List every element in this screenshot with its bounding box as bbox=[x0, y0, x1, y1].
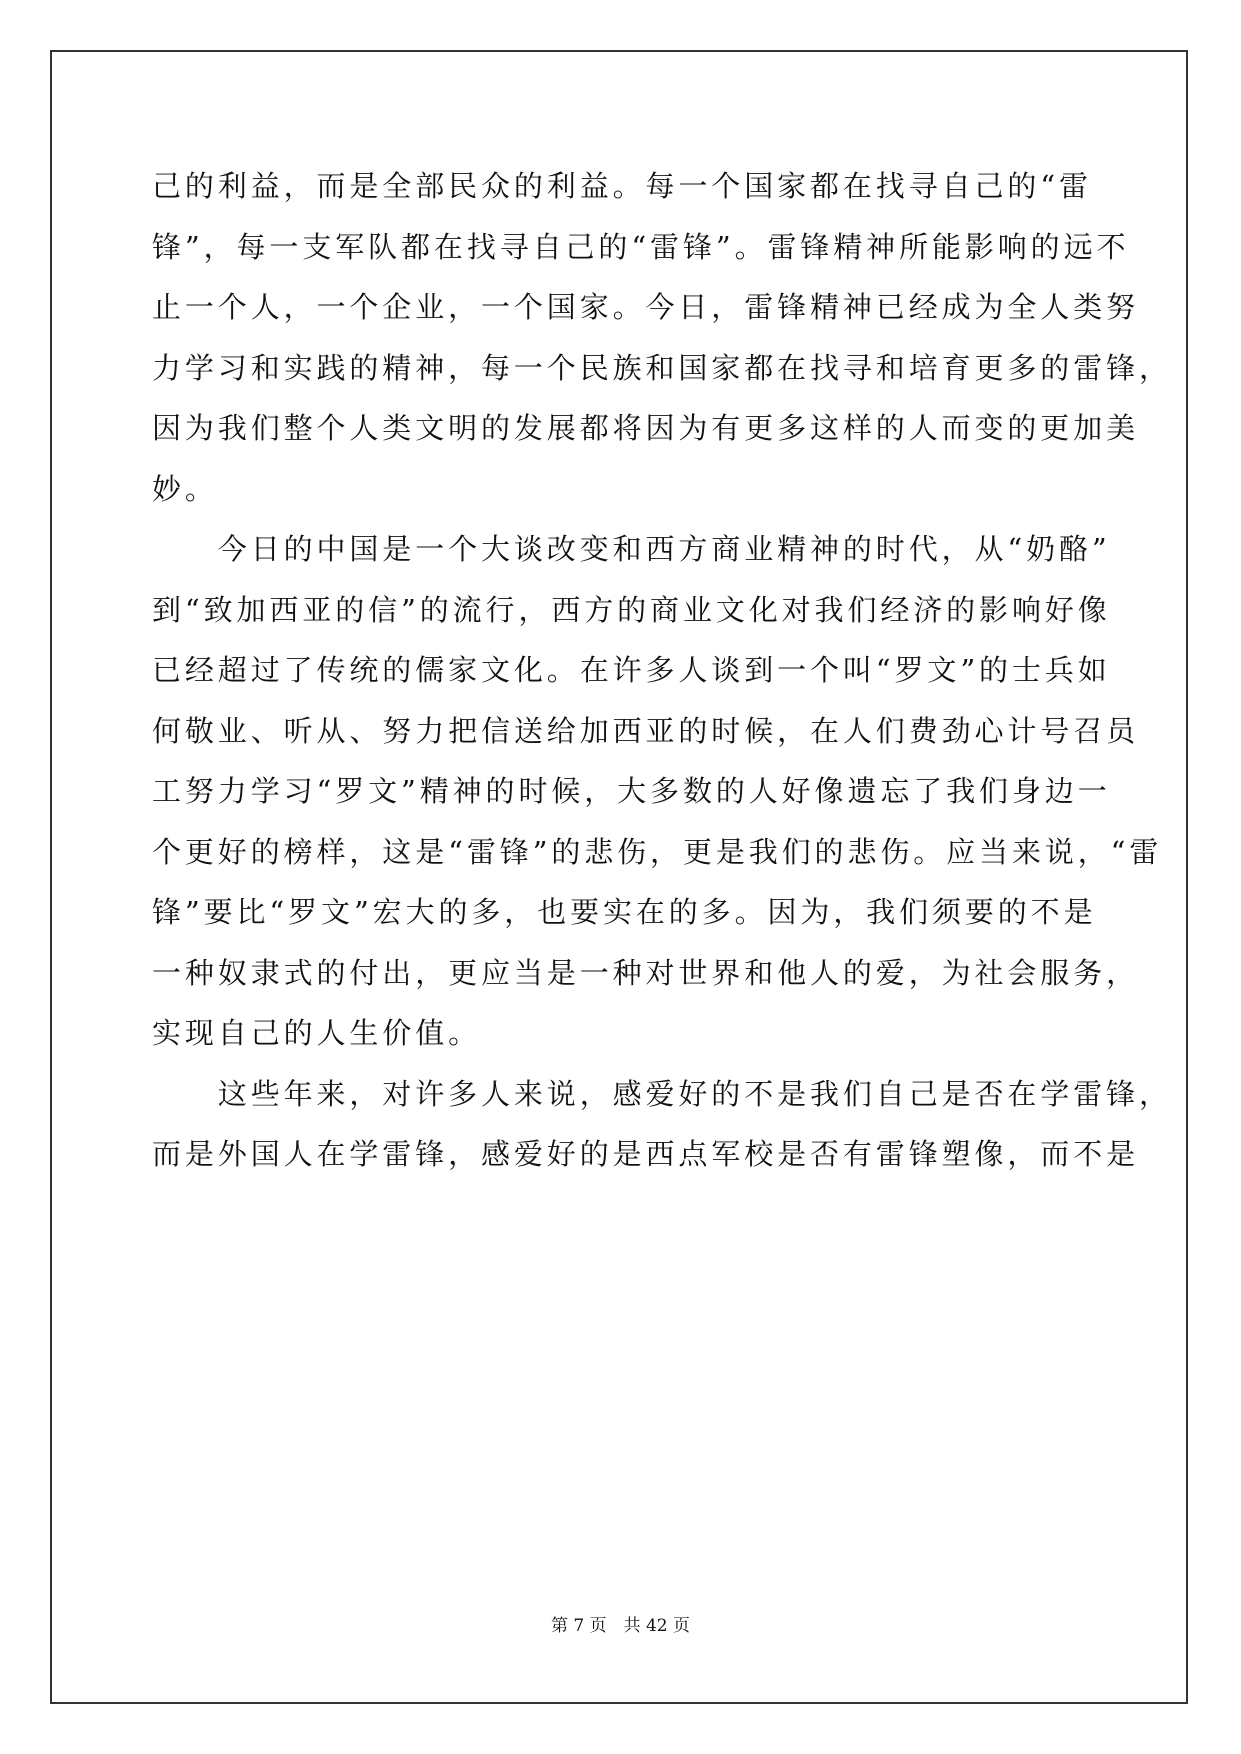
text-line: 何敬业、听从、努力把信送给加西亚的时候，在人们费劲心计号召员 bbox=[152, 713, 1140, 748]
text-line: 到“致加西亚的信”的流行，西方的商业文化对我们经济的影响好像 bbox=[152, 592, 1111, 627]
document-body bbox=[152, 156, 1172, 1185]
text-line: 因为我们整个人类文明的发展都将因为有更多这样的人而变的更加美 bbox=[152, 411, 1140, 445]
text-line: 锋”要比“罗文”宏大的多，也要实在的多。因为，我们须要的不是 bbox=[152, 895, 1097, 929]
text-line: 锋”，每一支军队都在找寻自己的“雷锋”。雷锋精神所能影响的远不 bbox=[152, 229, 1130, 264]
page-footer bbox=[0, 1614, 1241, 1638]
text-line: 这些年来，对许多人来说，感爱好的不是我们自己是否在学雷锋， bbox=[152, 1076, 1172, 1111]
text-line: 工努力学习“罗文”精神的时候，大多数的人好像遗忘了我们身边一 bbox=[152, 774, 1111, 808]
text-line: 而是外国人在学雷锋，感爱好的是西点军校是否有雷锋塑像，而不是 bbox=[152, 1137, 1140, 1171]
page-number-label: 第 7 页 共 42 页 bbox=[550, 1616, 691, 1636]
text-line: 实现自己的人生价值。 bbox=[152, 1016, 482, 1050]
text-line: 个更好的榜样，这是“雷锋”的悲伤，更是我们的悲伤。应当来说，“雷 bbox=[152, 834, 1163, 869]
text-line: 一种奴隶式的付出，更应当是一种对世界和他人的爱，为社会服务， bbox=[152, 955, 1140, 990]
text-line: 已经超过了传统的儒家文化。在许多人谈到一个叫“罗文”的士兵如 bbox=[152, 653, 1111, 687]
text-line: 己的利益，而是全部民众的利益。每一个国家都在找寻自己的“雷 bbox=[152, 169, 1092, 203]
text-line: 妙。 bbox=[152, 471, 218, 506]
text-line: 今日的中国是一个大谈改变和西方商业精神的时代，从“奶酪” bbox=[152, 532, 1111, 566]
text-line: 止一个人，一个企业，一个国家。今日，雷锋精神已经成为全人类努 bbox=[152, 290, 1140, 324]
text-line: 力学习和实践的精神，每一个民族和国家都在找寻和培育更多的雷锋， bbox=[152, 350, 1172, 385]
